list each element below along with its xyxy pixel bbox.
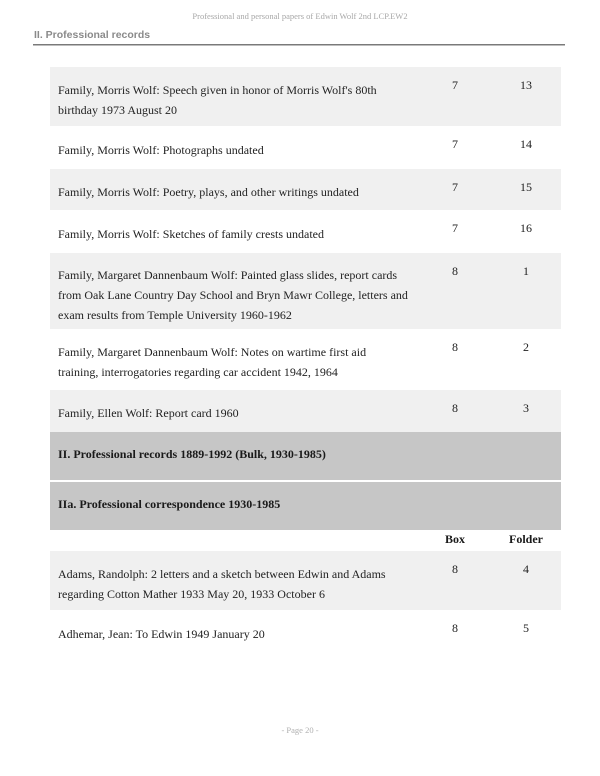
row-box: 7 [452,137,458,151]
column-header-box: Box [444,532,465,546]
row-folder: 4 [523,562,529,576]
row-box: 7 [452,78,458,92]
row-box: 8 [452,264,458,278]
table-row [50,126,561,169]
table-row [50,67,561,126]
container-list-table [50,67,561,653]
column-header-folder: Folder [509,532,543,546]
row-description: Family, Morris Wolf: Sketches of family crests undated [58,227,324,241]
row-folder: 3 [523,401,529,415]
row-box: 8 [452,621,458,635]
row-description: Family, Morris Wolf: Photographs undated [58,143,264,157]
subseries-header-label: IIa. Professional correspondence 1930-1985 [58,497,281,511]
row-description: Adams, Randolph: 2 letters and a sketch between Edwin and Adams regarding Cotton Mather 1933 May 20, 1933 October 6 [58,567,386,601]
table-row [50,551,561,610]
row-box: 7 [452,180,458,194]
series-header-label: II. Professional records 1889-1992 (Bulk, 1930-1985) [58,447,326,461]
row-description: Adhemar, Jean: To Edwin 1949 January 20 [58,627,265,641]
column-header-row [50,530,561,551]
table-row [50,390,561,432]
row-description: Family, Margaret Dannenbaum Wolf: Notes on wartime first aid training, interrogatories regarding car accident 1942, 1964 [58,345,367,379]
row-folder: 5 [523,621,529,635]
row-box: 8 [452,401,458,415]
row-box: 8 [452,562,458,576]
row-description: Family, Ellen Wolf: Report card 1960 [58,406,239,420]
row-description: Family, Margaret Dannenbaum Wolf: Painted glass slides, report cards from Oak Lane Country Day School and Bryn Mawr College, letters and exam results from Temple University 1960-1962 [58,268,408,322]
row-folder: 16 [520,221,532,235]
running-head: Professional and personal papers of Edwin Wolf 2nd LCP.EW2 [192,11,408,21]
row-folder: 15 [520,180,532,194]
row-folder: 14 [520,137,532,151]
section-title: II. Professional records [34,29,151,41]
table-row [50,610,561,653]
row-folder: 2 [523,340,529,354]
page-number: - Page 20 - [281,725,319,735]
table-row [50,210,561,253]
header-rule [33,44,565,46]
row-description: Family, Morris Wolf: Speech given in honor of Morris Wolf's 80th birthday 1973 August 20 [58,83,377,117]
subseries-header [50,482,561,530]
table-row [50,329,561,390]
row-folder: 13 [520,78,532,92]
series-header [50,432,561,480]
table-row [50,253,561,329]
row-description: Family, Morris Wolf: Poetry, plays, and other writings undated [58,185,359,199]
row-folder: 1 [523,264,529,278]
table-row [50,169,561,210]
row-box: 7 [452,221,458,235]
row-box: 8 [452,340,458,354]
